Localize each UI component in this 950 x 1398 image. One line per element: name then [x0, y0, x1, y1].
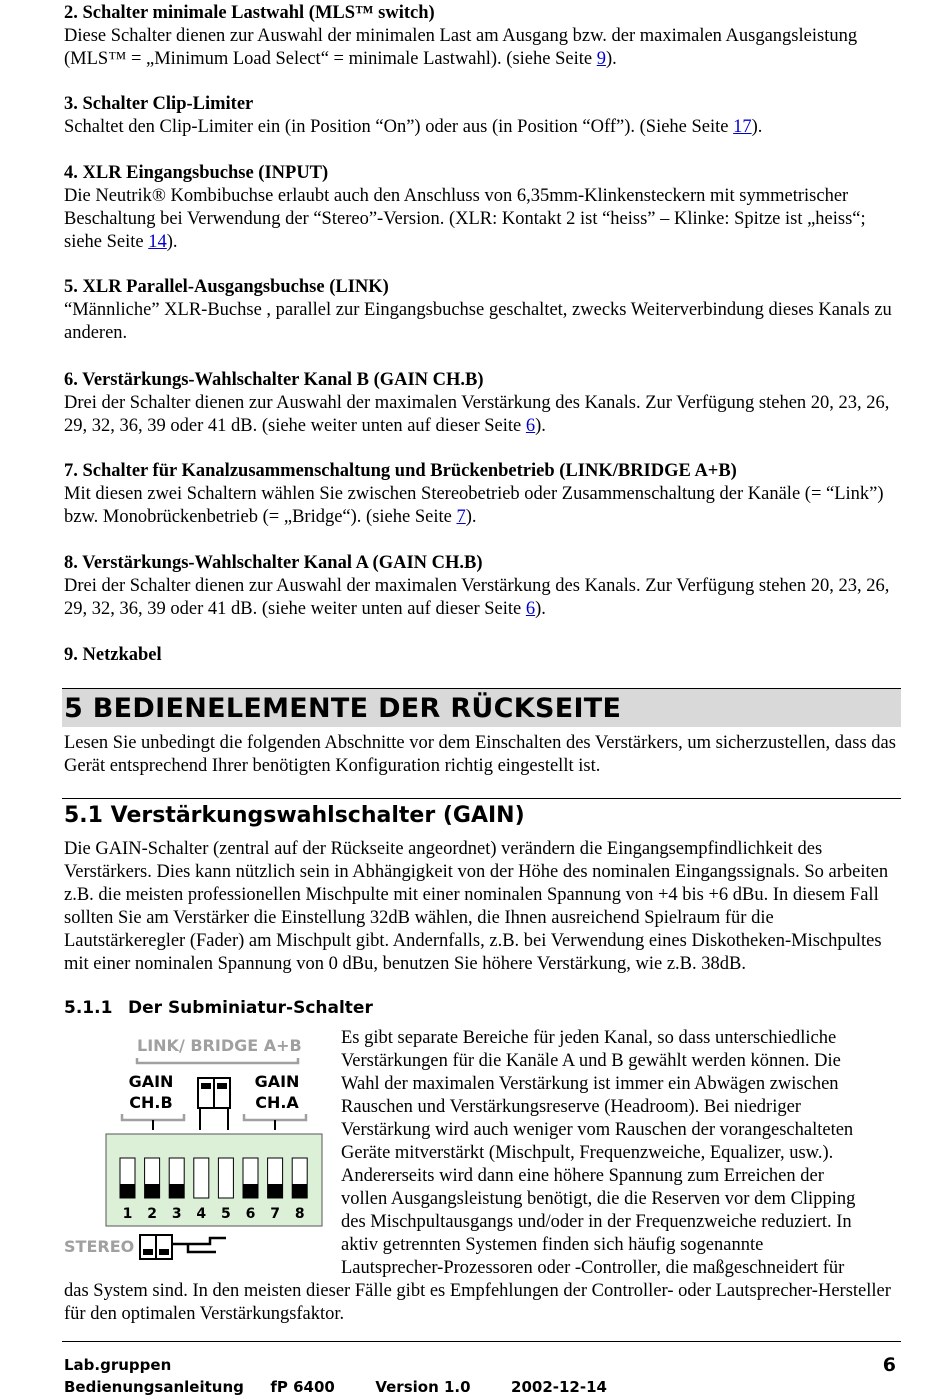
item-9 — [64, 644, 896, 667]
dip-switch-number: 2 — [147, 1206, 157, 1222]
gain-ch-a-bracket — [244, 1114, 306, 1120]
page-link[interactable]: 6 — [525, 599, 536, 619]
item-3 — [64, 93, 896, 139]
dip-switch-number: 5 — [221, 1206, 231, 1222]
section-5-heading: 5 BEDIENELEMENTE DER RÜCKSEITE — [64, 693, 622, 724]
side-text-line: Rauschen und Verstärkungsreserve (Headroom). Bei niedriger — [341, 1097, 801, 1117]
item-text: Drei der Schalter dienen zur Auswahl der maximalen Verstärkung des Kanals. Zur Verfügung stehen 20, 23, 26, 29, 32, 36, 39 oder 41 dB. (siehe weiter unten auf dieser Seite 6). — [64, 576, 890, 619]
side-text-line: Andererseits wird dann eine höhere Spannung zum Erreichen der — [341, 1166, 824, 1186]
page-link[interactable]: 6 — [525, 416, 536, 436]
item-title: 5. XLR Parallel-Ausgangsbuchse (LINK) — [64, 277, 389, 297]
item-8 — [64, 552, 896, 621]
stereo-switch-icon — [140, 1235, 172, 1259]
gain-ch-a-label-2: CH.A — [255, 1093, 299, 1112]
item-text: Diese Schalter dienen zur Auswahl der minimalen Last am Ausgang bzw. der maximalen Ausgangsleistung (MLS™ = „Minimum Load Select“ = minimale Lastwahl). (siehe Seite 9). — [64, 26, 858, 69]
section-5-1-1-end-text: das System sind. In den meisten dieser Fälle gibt es Empfehlungen der Controller- oder Lautsprecher-Hersteller für den optimalen Verstärkungsfaktor. — [64, 1281, 891, 1324]
item-title: 8. Verstärkungs-Wahlschalter Kanal A (GAIN CH.B) — [64, 553, 483, 573]
item-7 — [64, 460, 896, 529]
section-5-intro — [64, 732, 896, 778]
link-bridge-bracket — [137, 1058, 298, 1063]
item-title: 6. Verstärkungs-Wahlschalter Kanal B (GAIN CH.B) — [64, 370, 484, 390]
section-5-1-body — [64, 838, 896, 976]
dip-switch-5 — [218, 1158, 233, 1198]
footer-date: 2002-12-14 — [511, 1378, 607, 1396]
dip-switch-number: 6 — [245, 1206, 256, 1222]
dip-switch-knob — [243, 1184, 258, 1198]
section-5-intro-text: Lesen Sie unbedingt die folgenden Abschnitte vor dem Einschalten des Verstärkers, um sicherzustellen, dass das Gerät entsprechend Ihrer benötigten Konfiguration richtig eingestellt ist. — [64, 733, 896, 776]
side-text-line: Es gibt separate Bereiche für jeden Kanal, so dass unterschiedliche — [341, 1028, 837, 1048]
gain-ch-b-label-2: CH.B — [129, 1093, 173, 1112]
stereo-label: STEREO — [64, 1237, 135, 1256]
side-text-line: vollen Ausgangsleistung benötigt, die die Reserven vor dem Clipping — [341, 1189, 856, 1209]
footer-doc: Bedienungsanleitung — [64, 1378, 244, 1396]
dip-switch-panel — [106, 1134, 322, 1226]
side-text-line: Verstärkungen für die Kanäle A und B gewählt werden können. Die — [341, 1051, 841, 1071]
section-5-1-1-number: 5.1.1 — [64, 998, 113, 1018]
item-6 — [64, 369, 896, 438]
section-5-1-heading: 5.1 Verstärkungswahlschalter (GAIN) — [64, 803, 525, 828]
footer-model: fP 6400 — [270, 1378, 335, 1396]
item-text: Die Neutrik® Kombibuchse erlaubt auch den Anschluss von 6,35mm-Klinkensteckern mit symmetrischer Beschaltung bei Verwendung der “Stereo”-Version. (XLR: Kontakt 2 ist “heiss” – Klinke: Spitze ist „heiss“; siehe Seite 14). — [64, 186, 866, 252]
item-text: Mit diesen zwei Schaltern wählen Sie zwischen Stereobetrieb oder Zusammenschaltung der Kanäle (= “Link”) bzw. Monobrückenbetrieb (= „Bridge“). (siehe Seite 7). — [64, 484, 884, 527]
side-text-line: Lautsprecher-Prozessoren oder -Controller, die maßgeschneidert für — [341, 1258, 845, 1278]
item-4 — [64, 162, 896, 254]
item-title: 7. Schalter für Kanalzusammenschaltung und Brückenbetrieb (LINK/BRIDGE A+B) — [64, 461, 737, 481]
side-text-line: aktiv getrennten Systemen finden sich häufig sogenannte — [341, 1235, 764, 1255]
item-2 — [64, 2, 896, 71]
item-text: “Männliche” XLR-Buchse , parallel zur Eingangsbuchse geschaltet, zwecks Weiterverbindung dieses Kanals zu anderen. — [64, 300, 892, 343]
page-link[interactable]: 7 — [456, 507, 466, 527]
item-5 — [64, 276, 896, 345]
dip-switch-number: 4 — [196, 1206, 207, 1222]
dip-switch-4 — [194, 1158, 209, 1198]
section-5-1-1-end — [64, 1280, 896, 1326]
dip-switch-knob — [120, 1184, 135, 1198]
dip-switch-knob — [145, 1184, 160, 1198]
link-bridge-switch-icon — [198, 1078, 230, 1108]
section-5-1-rule — [62, 798, 901, 799]
footer-version: Version 1.0 — [375, 1378, 471, 1396]
page-link[interactable]: 9 — [596, 49, 606, 69]
stereo-connector — [172, 1238, 226, 1252]
side-text-line: des Mischpultausgangs und/oder in der Frequenzweiche reduziert. In — [341, 1212, 852, 1232]
page-link[interactable]: 14 — [148, 232, 167, 252]
footer-company: Lab.gruppen — [64, 1356, 172, 1374]
link-bridge-label: LINK/ BRIDGE A+B — [137, 1036, 302, 1055]
item-title: 4. XLR Eingangsbuchse (INPUT) — [64, 163, 329, 183]
footer-doc-line — [64, 1378, 607, 1396]
side-text-line: Verstärkung wird auch weniger vom Rauschen der vorangeschalteten — [341, 1120, 854, 1140]
footer-rule — [62, 1341, 901, 1342]
item-title: 2. Schalter minimale Lastwahl (MLS™ switch) — [64, 3, 435, 23]
gain-ch-b-label-1: GAIN — [128, 1072, 174, 1091]
dip-switch-number: 8 — [294, 1206, 305, 1222]
item-title: 9. Netzkabel — [64, 645, 162, 665]
side-text-line: Geräte mitverstärkt (Mischpult, Frequenzweiche, Equalizer, usw.). — [341, 1143, 834, 1163]
item-text: Schaltet den Clip-Limiter ein (in Position “On”) oder aus (in Position “Off”). (Siehe Seite 17). — [64, 117, 763, 137]
dip-switch-diagram — [60, 1030, 342, 1270]
section-5-1-text: Die GAIN-Schalter (zentral auf der Rückseite angeordnet) verändern die Eingangsempfindlichkeit des Verstärkers. Dies kann nützlich sein in Abhängigkeit von der Höhe des nominalen Eingangssignals. So arbeiten z.B. die meisten professionellen Mischpulte mit einer nominalen Spannung von +4 bis +6 dBu. In diesem Fall sollten Sie am Verstärker die Einstellung 32dB wählen, die Ihnen ausreichend Spielraum für die Lautstärkeregler (Fader) am Mischpult gibt. Andernfalls, z.B. bei Verwendung eines Diskotheken-Mischpultes mit einer nominalen Spannung von 0 dBu, benutzen Sie höhere Verstärkung, wie z.B. 38dB. — [64, 839, 889, 974]
item-title: 3. Schalter Clip-Limiter — [64, 94, 254, 114]
section-5-1-1-side-text — [341, 1027, 901, 1280]
dip-switch-knob — [292, 1184, 307, 1198]
item-text: Drei der Schalter dienen zur Auswahl der maximalen Verstärkung des Kanals. Zur Verfügung stehen 20, 23, 26, 29, 32, 36, 39 oder 41 dB. (siehe weiter unten auf dieser Seite 6). — [64, 393, 890, 436]
gain-ch-b-bracket — [122, 1114, 184, 1120]
side-text-line: Wahl der maximalen Verstärkung ist immer ein Abwägen zwischen — [341, 1074, 839, 1094]
section-5-heading-bar — [62, 688, 901, 727]
dip-switch-number: 7 — [270, 1206, 280, 1222]
dip-switch-knob — [169, 1184, 184, 1198]
dip-switch-number: 1 — [122, 1206, 133, 1222]
gain-ch-a-label-1: GAIN — [254, 1072, 300, 1091]
section-5-1-1-title: Der Subminiatur-Schalter — [128, 998, 373, 1018]
dip-switch-knob — [268, 1184, 283, 1198]
section-5-1-1-heading — [64, 998, 373, 1018]
page-link[interactable]: 17 — [733, 117, 752, 137]
dip-switch-number: 3 — [171, 1206, 182, 1222]
page-number: 6 — [882, 1354, 896, 1376]
